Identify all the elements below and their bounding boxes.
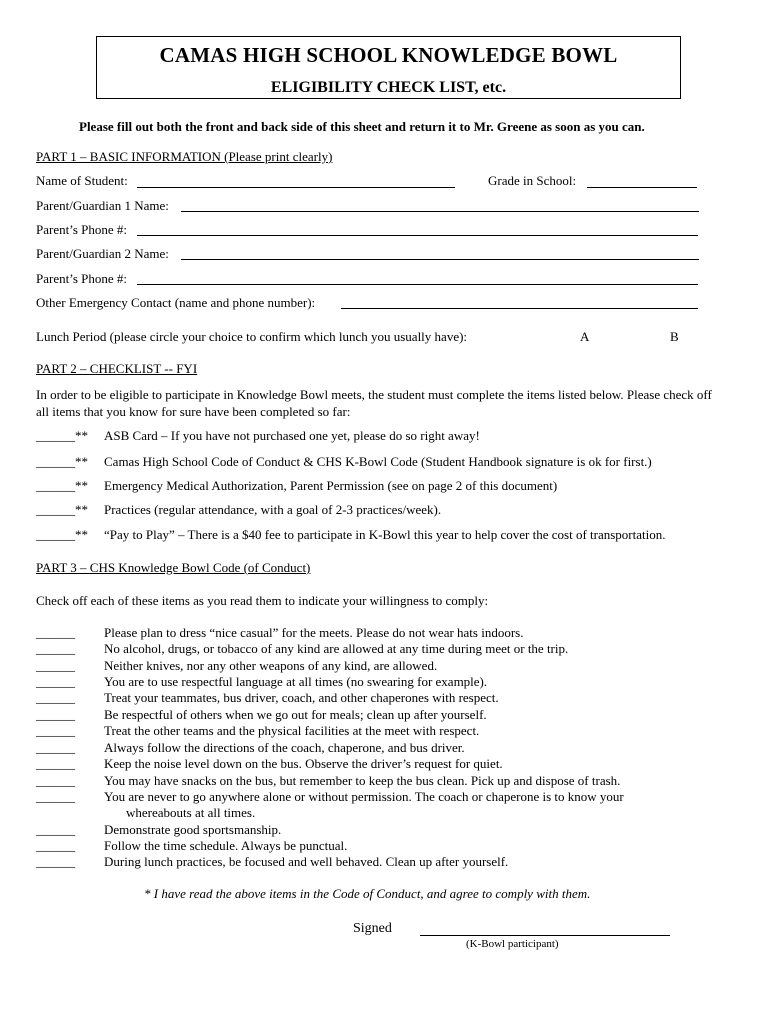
code-blank[interactable]: ______ — [36, 707, 75, 722]
code-item: Demonstrate good sportsmanship. — [104, 822, 282, 837]
code-blank[interactable]: ______ — [36, 854, 75, 869]
code-item: No alcohol, drugs, or tobacco of any kind are allowed at any time during meet or the trip. — [104, 641, 569, 656]
lunch-option-a[interactable]: A — [580, 329, 590, 344]
part3-heading: PART 3 – CHS Knowledge Bowl Code (of Conduct) — [36, 560, 311, 575]
code-item: Keep the noise level down on the bus. Observe the driver’s request for quiet. — [104, 756, 503, 771]
phone1-label: Parent’s Phone #: — [36, 222, 127, 237]
part3-intro: Check off each of these items as you read them to indicate your willingness to comply: — [36, 593, 489, 608]
code-blank[interactable]: ______ — [36, 740, 75, 755]
student-name-label: Name of Student: — [36, 173, 128, 188]
code-blank[interactable]: ______ — [36, 756, 75, 771]
code-blank[interactable]: ______ — [36, 773, 75, 788]
document-subtitle: ELIGIBILITY CHECK LIST, etc. — [270, 79, 507, 96]
code-blank[interactable]: ______ — [36, 690, 75, 705]
guardian1-field[interactable] — [181, 211, 699, 212]
code-item: Treat your teammates, bus driver, coach, and other chaperones with respect. — [104, 690, 499, 705]
checklist-blank[interactable]: ______** — [36, 478, 88, 493]
checklist-item: Emergency Medical Authorization, Parent Permission (see on page 2 of this document) — [104, 478, 558, 493]
signed-label: Signed — [353, 921, 392, 936]
guardian1-label: Parent/Guardian 1 Name: — [36, 198, 169, 213]
code-item: Please plan to dress “nice casual” for the meets. Please do not wear hats indoors. — [104, 625, 524, 640]
code-item: You are to use respectful language at all times (no swearing for example). — [104, 674, 488, 689]
checklist-item: Camas High School Code of Conduct & CHS K-Bowl Code (Student Handbook signature is ok for first.) — [104, 454, 652, 469]
checklist-blank[interactable]: ______** — [36, 527, 88, 542]
document-title: CAMAS HIGH SCHOOL KNOWLEDGE BOWL — [159, 43, 618, 67]
code-item-continuation: whereabouts at all times. — [126, 805, 256, 820]
agreement-statement: * I have read the above items in the Code of Conduct, and agree to comply with them. — [144, 886, 591, 901]
guardian2-label: Parent/Guardian 2 Name: — [36, 246, 169, 261]
guardian2-field[interactable] — [181, 259, 699, 260]
signature-field[interactable] — [420, 935, 670, 936]
phone2-label: Parent’s Phone #: — [36, 271, 127, 286]
code-blank[interactable]: ______ — [36, 723, 75, 738]
title-box — [96, 36, 681, 99]
code-blank[interactable]: ______ — [36, 822, 75, 837]
checklist-blank[interactable]: ______** — [36, 502, 88, 517]
code-item: Follow the time schedule. Always be punctual. — [104, 838, 348, 853]
code-item: Be respectful of others when we go out for meals; clean up after yourself. — [104, 707, 487, 722]
code-blank[interactable]: ______ — [36, 625, 75, 640]
emergency-field[interactable] — [341, 308, 698, 309]
code-item: You are never to go anywhere alone or without permission. The coach or chaperone is to know your — [104, 789, 624, 804]
phone1-field[interactable] — [137, 235, 698, 236]
code-item: During lunch practices, be focused and well behaved. Clean up after yourself. — [104, 854, 509, 869]
part2-heading: PART 2 – CHECKLIST -- FYI — [36, 361, 198, 376]
code-blank[interactable]: ______ — [36, 789, 75, 804]
code-item: Neither knives, nor any other weapons of any kind, are allowed. — [104, 658, 438, 673]
part2-intro: In order to be eligible to participate in Knowledge Bowl meets, the student must complete the items listed below. Please check off all items that you know for sure have been completed so far: — [36, 387, 712, 419]
lunch-option-b[interactable]: B — [670, 329, 679, 344]
checklist-blank[interactable]: ______** — [36, 454, 88, 469]
code-item: Treat the other teams and the physical facilities at the meet with respect. — [104, 723, 480, 738]
checklist-blank[interactable]: ______** — [36, 428, 88, 443]
checklist-item: ASB Card – If you have not purchased one yet, please do so right away! — [104, 428, 480, 443]
code-blank[interactable]: ______ — [36, 674, 75, 689]
checklist-item: Practices (regular attendance, with a goal of 2-3 practices/week). — [104, 502, 442, 517]
instructions: Please fill out both the front and back side of this sheet and return it to Mr. Greene as soon as you can. — [79, 119, 645, 134]
code-blank[interactable]: ______ — [36, 658, 75, 673]
code-item: You may have snacks on the bus, but remember to keep the bus clean. Pick up and dispose of trash. — [104, 773, 621, 788]
emergency-label: Other Emergency Contact (name and phone number): — [36, 295, 316, 310]
checklist-item: “Pay to Play” – There is a $40 fee to participate in K-Bowl this year to help cover the cost of transportation. — [104, 527, 666, 542]
code-blank[interactable]: ______ — [36, 641, 75, 656]
lunch-label: Lunch Period (please circle your choice to confirm which lunch you usually have): — [36, 329, 468, 344]
grade-field[interactable] — [587, 187, 697, 188]
grade-label: Grade in School: — [488, 173, 577, 188]
part1-heading: PART 1 – BASIC INFORMATION (Please print clearly) — [36, 149, 333, 164]
code-item: Always follow the directions of the coach, chaperone, and bus driver. — [104, 740, 465, 755]
signature-caption: (K-Bowl participant) — [466, 938, 559, 950]
phone2-field[interactable] — [137, 284, 698, 285]
code-blank[interactable]: ______ — [36, 838, 75, 853]
student-name-field[interactable] — [137, 187, 455, 188]
